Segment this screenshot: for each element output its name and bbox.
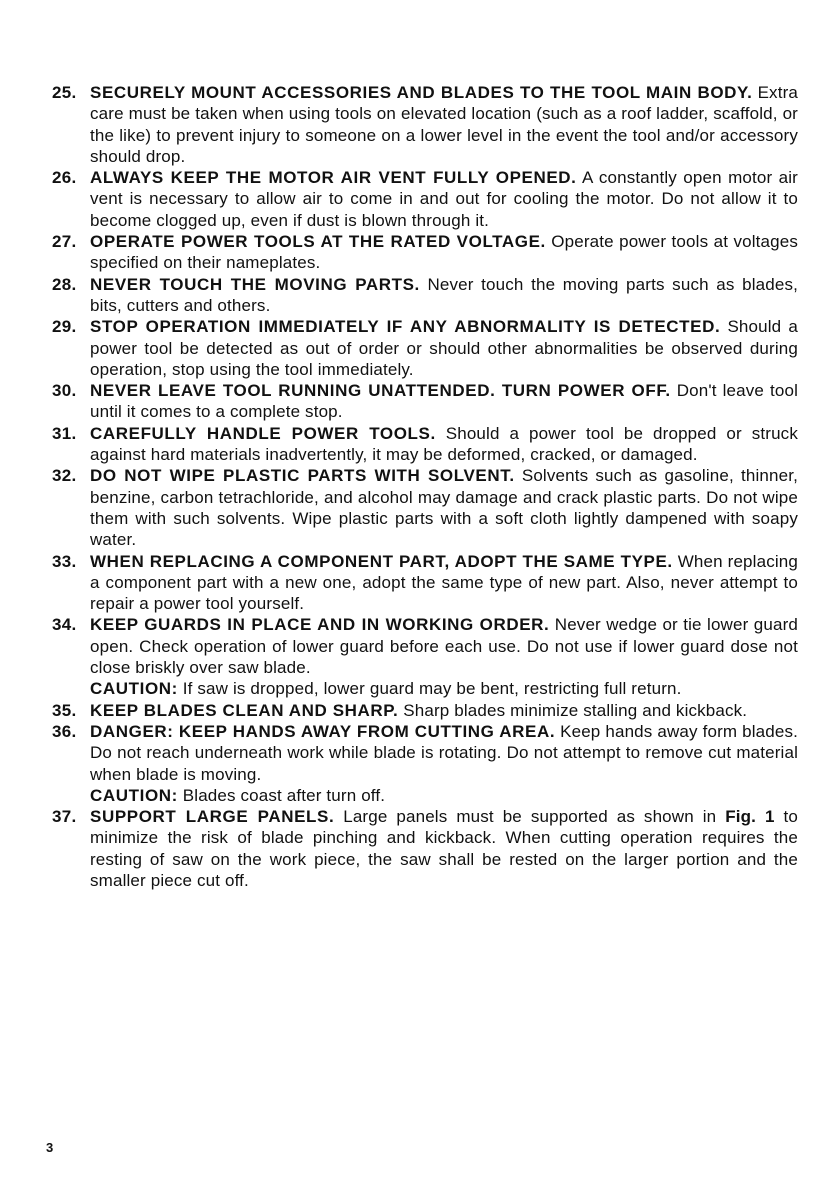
- rule-number: 32.: [52, 466, 77, 486]
- rule-number: 34.: [52, 615, 77, 635]
- rule-text: When replacing a component part with a new one, adopt the same type of new part. Also, never attempt to repair a power tool yourself.: [90, 551, 798, 614]
- rule-text: Never touch the moving parts such as blades, bits, cutters and others.: [90, 274, 798, 315]
- rule-text: Keep hands away form blades. Do not reach underneath work while blade is rotating. Do not attempt to remove cut material when blade is moving.: [90, 721, 799, 784]
- safety-rule-33: [52, 551, 798, 615]
- rule-number: 25.: [52, 83, 77, 102]
- rule-heading: WHEN REPLACING A COMPONENT PART, ADOPT THE SAME TYPE.: [90, 551, 673, 571]
- caution-note: [90, 678, 798, 699]
- rule-text: Sharp blades minimize stalling and kickback.: [403, 700, 748, 720]
- rule-text: Solvents such as gasoline, thinner, benzine, carbon tetrachloride, and alcohol may damage and crack plastic parts. Do not wipe them with such solvents. Wipe plastic parts with a soft cloth lightly dampened with soapy water.: [90, 466, 798, 550]
- rule-text: to minimize the risk of blade pinching and kickback. When cutting operation requires the resting of saw on the work piece, the saw shall be rested on the larger portion and the smaller piece cut off.: [90, 807, 799, 890]
- rule-number: 31.: [52, 423, 77, 443]
- rule-heading: CAREFULLY HANDLE POWER TOOLS.: [90, 423, 436, 443]
- caution-text: If saw is dropped, lower guard may be bent, restricting full return.: [182, 679, 682, 699]
- rule-text: Large panels must be supported as shown in: [343, 807, 717, 827]
- rule-heading: SUPPORT LARGE PANELS.: [90, 807, 335, 827]
- rule-number: 30.: [52, 381, 77, 401]
- rule-number: 35.: [52, 700, 77, 720]
- rule-heading: DO NOT WIPE PLASTIC PARTS WITH SOLVENT.: [90, 466, 515, 486]
- rule-number: 36.: [52, 721, 77, 741]
- safety-rule-35: [52, 700, 798, 721]
- safety-rule-36: [52, 721, 798, 806]
- safety-rule-34: [52, 614, 798, 699]
- caution-note: [90, 785, 798, 806]
- rule-heading: OPERATE POWER TOOLS AT THE RATED VOLTAGE.: [90, 232, 546, 252]
- rule-heading: NEVER TOUCH THE MOVING PARTS.: [90, 274, 420, 294]
- rule-heading: ALWAYS KEEP THE MOTOR AIR VENT FULLY OPENED.: [90, 168, 577, 188]
- rule-text: Don't leave tool until it comes to a complete stop.: [90, 381, 798, 422]
- rule-heading: KEEP BLADES CLEAN AND SHARP.: [90, 700, 399, 720]
- rule-heading: KEEP GUARDS IN PLACE AND IN WORKING ORDER.: [90, 615, 550, 635]
- safety-rules-list: [52, 82, 798, 891]
- rule-number: 27.: [52, 232, 77, 252]
- figure-reference: Fig. 1: [725, 807, 775, 827]
- safety-rule-29: [52, 316, 798, 380]
- safety-rule-37: [52, 806, 798, 891]
- rule-number: 28.: [52, 274, 77, 294]
- rule-number: 26.: [52, 168, 77, 188]
- rule-text: Never wedge or tie lower guard open. Check operation of lower guard before each use. Do not use if lower guard dose not close briskly over saw blade.: [90, 615, 798, 678]
- safety-rule-30: [52, 380, 798, 423]
- rule-number: 33.: [52, 551, 77, 571]
- rule-text: Should a power tool be dropped or struck against hard materials inadvertently, it may be deformed, cracked, or damaged.: [90, 423, 798, 465]
- safety-rule-32: [52, 465, 798, 550]
- rule-text: Operate power tools at voltages specified on their nameplates.: [90, 232, 798, 273]
- rule-heading: DANGER: KEEP HANDS AWAY FROM CUTTING AREA.: [90, 721, 556, 741]
- page-number: 3: [46, 1140, 54, 1155]
- safety-rule-26: [52, 167, 798, 231]
- rule-heading: STOP OPERATION IMMEDIATELY IF ANY ABNORMALITY IS DETECTED.: [90, 317, 721, 337]
- rule-number: 29.: [52, 317, 77, 337]
- rule-heading: SECURELY MOUNT ACCESSORIES AND BLADES TO THE TOOL MAIN BODY.: [90, 83, 753, 102]
- safety-rule-25: [52, 82, 798, 167]
- rule-text: Should a power tool be detected as out of order or should other abnormalities be observed during operation, stop using the tool immediately.: [90, 317, 799, 379]
- rule-heading: NEVER LEAVE TOOL RUNNING UNATTENDED. TURN POWER OFF.: [90, 381, 671, 401]
- safety-rule-28: [52, 274, 798, 317]
- safety-rule-27: [52, 231, 798, 274]
- rule-text: A constantly open motor air vent is necessary to allow air to come in and out for cooling the motor. Do not allow it to become clogged up, even if dust is blown through it.: [90, 168, 798, 230]
- caution-text: Blades coast after turn off.: [182, 785, 386, 805]
- safety-rule-31: [52, 423, 798, 466]
- caution-label: CAUTION:: [90, 785, 178, 805]
- rule-number: 37.: [52, 807, 77, 827]
- rule-text: Extra care must be taken when using tools on elevated location (such as a roof ladder, scaffold, or the like) to prevent injury to someone on a lower level in the event the tool and/or accessory should drop.: [90, 83, 798, 166]
- caution-label: CAUTION:: [90, 679, 178, 699]
